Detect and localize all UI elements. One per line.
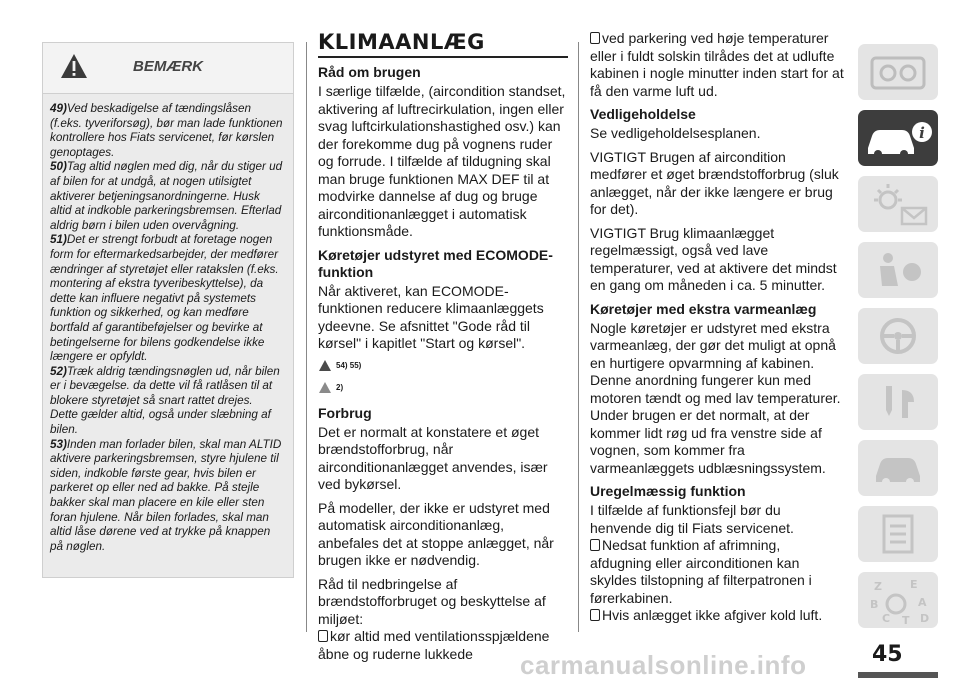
svg-text:A: A bbox=[918, 596, 927, 609]
warning-reference: 54) 55) bbox=[318, 357, 568, 375]
heading-vedligeholdelse: Vedligeholdelse bbox=[590, 106, 696, 122]
heading-uregelmaessig: Uregelmæssig funktion bbox=[590, 483, 746, 499]
warning-triangle-icon bbox=[318, 359, 332, 372]
dashboard-icon bbox=[858, 44, 938, 100]
chapter-tab-technical-data[interactable] bbox=[858, 506, 938, 562]
checklist-icon bbox=[858, 506, 938, 562]
page-number-bar bbox=[858, 672, 938, 678]
svg-text:E: E bbox=[910, 578, 918, 591]
warning-item: 49)Ved beskadigelse af tændingslåsen (f.eks. tyveriforsøg), bør man lade funktionen kontrollere hos Fiats servicenet, før kørslen genoptages. bbox=[50, 102, 283, 159]
caution-reference: 2) bbox=[318, 379, 568, 397]
bullet-item: Hvis anlægget ikke afgiver kold luft. bbox=[590, 607, 845, 625]
paragraph: VIGTIGT Brugen af aircondition medfører et øget brændstofforbrug (sluk anlægget, når der ikke længere er brug for det). bbox=[590, 148, 839, 217]
paragraph: Det er normalt at konstatere et øget brændstofforbrug, når airconditionanlægget anvendes, især ved bykørsel. bbox=[318, 423, 548, 492]
heading-forbrug: Forbrug bbox=[318, 404, 372, 421]
bullet-item: Nedsat funktion af afrimning, afdugning eller airconditionen kan skyldes tilstopning af filterpatronen i førerkabinen. bbox=[590, 537, 812, 606]
heading-varmeanlaeg: Køretøjer med ekstra varmeanlæg bbox=[590, 300, 817, 317]
svg-text:B: B bbox=[870, 598, 879, 611]
bullet-icon bbox=[590, 609, 600, 621]
warning-header bbox=[43, 43, 293, 94]
chapter-tab-maintenance[interactable] bbox=[858, 440, 938, 496]
paragraph: I særlige tilfælde, (aircondition standset, aktivering af luftrecirkulation, ingen eller svag luftcirkulationshastighed osv.) kan der forekomme dug på vognens ruder og forrude. I tilfælde af tildugning skal man bruge funktionen MAX DEF til at modvirke dannelse af dug og bruge airconditionanlægget i automatisk funktionsmåde. bbox=[318, 83, 566, 239]
paragraph: Se vedligeholdelsesplanen. bbox=[590, 125, 761, 141]
warning-item: 53)Inden man forlader bilen, skal man ALTID aktivere parkeringsbremsen, styre hjulene til siden, indkoble første gear, hvis bilen er parkeret op eller ned ad bakke. På stejle bakker skal man placere en kile eller sten foran hjulene. Når bilen forlades, skal man altid låse dørene ved at trykke på knappen på nøglen. bbox=[50, 437, 282, 553]
heading-brugen: Råd om brugen bbox=[318, 64, 421, 80]
chapter-tab-index[interactable] bbox=[858, 572, 938, 628]
column-divider bbox=[306, 42, 307, 632]
heading-ecomode: Køretøjer udstyret med ECOMODE-funktion bbox=[318, 246, 553, 280]
warning-item: 50)Tag altid nøglen med dig, når du stiger ud af bilen for at undgå, at nogen utilsigtet aktiverer betjeningsanordningerne. Husk altid at indkoble parkeringsbremsen. Efterlad aldrig børn i bilen uden overvågning. bbox=[50, 160, 283, 232]
car-maintenance-icon bbox=[858, 440, 938, 496]
bullet-icon bbox=[318, 630, 328, 642]
paragraph: Nogle køretøjer er udstyret med ekstra varmeanlæg, der gør det muligt at opnå en hurtigere opvarmning af kabinen. Denne anordning fungerer kun med motoren tændt og med lav temperaturer. Under brugen er det normalt, at der kommer lidt røg ud fra venstre side af vognen, som kommer fra varmeanlæggets udblæsningssystem. bbox=[590, 319, 841, 476]
warning-light-message-icon bbox=[858, 176, 938, 232]
warning-box bbox=[42, 42, 294, 578]
svg-text:i: i bbox=[919, 124, 925, 142]
paragraph: Råd til nedbringelse af brændstofforbruget og beskyttelse af miljøet: bbox=[318, 575, 546, 627]
watermark: carmanualsonline.info bbox=[520, 650, 807, 680]
bullet-item: ved parkering ved høje temperaturer eller i fuldt solskin tilrådes det at udlufte kabinen i nogle minutter inden start for at få den varme luft ud. bbox=[590, 30, 844, 99]
paragraph: Når aktiveret, kan ECOMODE-funktionen reducere klimaanlæggets ydeevne. Se afsnittet "Gode råd til kørsel" i kapitlet "Start og kørsel". bbox=[318, 282, 544, 351]
warning-body bbox=[43, 94, 293, 554]
chapter-tab-emergency[interactable] bbox=[858, 374, 938, 430]
svg-text:Z: Z bbox=[874, 580, 882, 593]
svg-text:C: C bbox=[882, 612, 891, 625]
warning-item: 51)Det er strengt forbudt at foretage nogen form for eftermarkedsarbejder, der medfører ændringer af styretøjet eller ratakslen (f.eks. montering af ekstra tyveribeskyttelse), da dette kan influere negativt på systemets funktion og sikkerhed, og kan medføre bortfald af garantibeføjelser og bevirke at betingelserne for bilens godkendelse ikke længere er opfyldt. bbox=[50, 233, 279, 364]
chapter-tab-safety[interactable] bbox=[858, 242, 938, 298]
chapter-tab-dashboard[interactable] bbox=[858, 44, 938, 100]
chapter-tab-car-info[interactable] bbox=[858, 110, 938, 166]
content-column-2 bbox=[318, 30, 568, 669]
paragraph: VIGTIGT Brug klimaanlægget regelmæssigt, også ved lave temperaturer, ved at aktivere det mindst en gang om måneden i ca. 5 minutter. bbox=[590, 224, 837, 293]
car-info-icon bbox=[858, 110, 938, 166]
content-column-3 bbox=[590, 30, 845, 631]
section-title: KLIMAANLÆG bbox=[318, 30, 568, 58]
paragraph: I tilfælde af funktionsfejl bør du henvende dig til Fiats servicenet. bbox=[590, 502, 794, 536]
chapter-tab-warning-lights[interactable] bbox=[858, 176, 938, 232]
paragraph: På modeller, der ikke er udstyret med automatisk airconditionanlæg, anbefales det at stoppe anlægget, når brugen ikke er nødvendig. bbox=[318, 499, 554, 568]
svg-text:T: T bbox=[902, 614, 910, 627]
airbag-seat-icon bbox=[858, 242, 938, 298]
chapter-tab-driving[interactable] bbox=[858, 308, 938, 364]
column-divider bbox=[578, 42, 579, 632]
alphabet-index-icon bbox=[858, 572, 938, 628]
warning-title: BEMÆRK bbox=[133, 58, 203, 75]
steering-wheel-icon bbox=[858, 308, 938, 364]
svg-text:D: D bbox=[920, 612, 930, 625]
page-number: 45 bbox=[872, 642, 903, 667]
bullet-item: kør altid med ventilationsspjældene åbne og ruderne lukkede bbox=[318, 628, 550, 662]
bullet-icon bbox=[590, 32, 600, 44]
warning-item: 52)Træk aldrig tændingsnøglen ud, når bilen er i bevægelse. da dette vil få ratlåsen til at blokere styretøjet så snart rattet drejes. Dette gælder altid, også under slæbning af bilen. bbox=[50, 364, 280, 437]
emergency-tools-icon bbox=[858, 374, 938, 430]
bullet-icon bbox=[590, 539, 600, 551]
caution-icon bbox=[318, 381, 332, 394]
